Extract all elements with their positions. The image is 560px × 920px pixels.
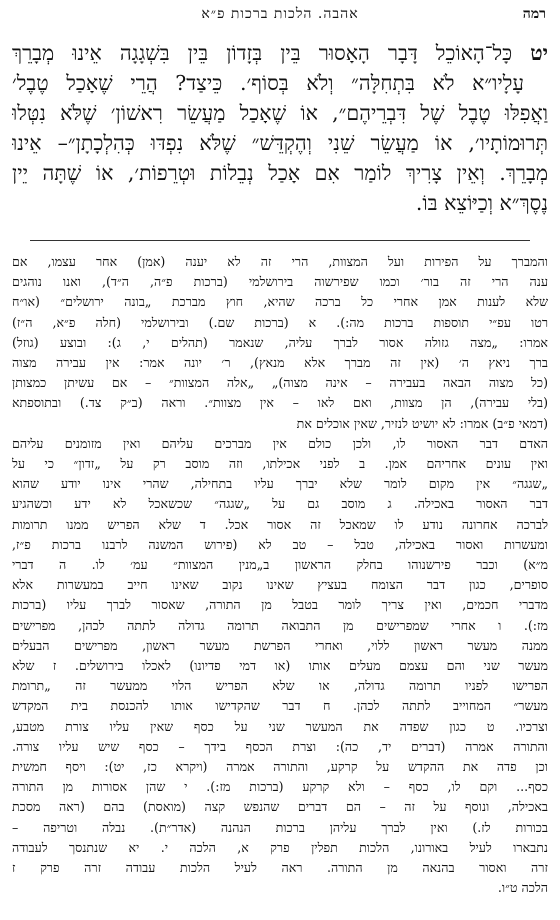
commentary-line: ממנה מעשר ראשון ללוי, ואחרי הפרשת מעשר ראשון, מפרישים הבעלים <box>12 637 548 653</box>
commentary-line: סופרים, כגון דבר הצומח בעציץ שאינו נקוב שאינו חייב במעשרות אלא <box>12 577 548 593</box>
commentary-line: (כל מצוה הבאה בעבירה – אינה מצוה)„ „אלה המצוות״ – אם עשיתן כמצותן <box>12 375 548 391</box>
halakha-line-3: וַאֲפִלּוּ טֶבֶל שֶׁל דִּבְרֵיהֶם״, אוֹ שֶׁאָכַל מַעֲשֵׂר רִאשׁוֹן׳ שֶׁלֹּא נִטְּלוּ <box>12 101 548 125</box>
commentary-line: והתורה אמרה (דברים יד, כה): וצרת הכסף בידך – כסף שיש עליו צורה. <box>12 738 548 754</box>
commentary-line: זרה ואסור בהנאה מן התורה. ראה לעיל הלכות עבודה זרה פרק ז <box>12 860 548 876</box>
commentary-line: ברך ניאץ ה׳ (אין זה מברך אלא מנאץ), ר׳ יונה אמר: אין עבירה מצוה <box>12 355 548 371</box>
running-title: אהבה. הלכות ברכות פ״א <box>201 6 359 22</box>
commentary-line: בכורות לז.) ואין לברך עליהן ברכות הנהנה (אדר״ת). נבלה וטריפה – <box>12 819 548 835</box>
commentary-line: ענה הרי זה בור׳ וכמו שפירשוה בירושלמי (ברכות פ״ה, ה״ד), ואנו נוהגים <box>12 274 548 290</box>
commentary-line: (דמאי פ״ב) אמרו: לא יושיט לנזיר, שאין אוכלים את <box>296 415 548 431</box>
halakha-line-1: יט כָּל־הָאוֹכֵל דָּבָר הָאָסוּר בֵּין בְּזָדוֹן בֵּין בִּשְׁגָגָה אֵינוּ מְבָרֵךְ <box>12 41 548 65</box>
separator-line <box>30 240 530 241</box>
commentary-line: מעשר שני והם עצמם מעלים אותו (או דמי פדיונו) לאכלו בירושלים. ז שלא <box>12 658 548 674</box>
page-header <box>14 6 546 28</box>
commentary-line: שלא לענות אמן אחרי כל ברכה שהיא, חוץ מברכת „בונה ירושלים״ (או״ח <box>12 294 548 310</box>
commentary-line: לברכה אחרונה נודע לו שמאכל זה אסור אכל. ד שלא הפריש ממנו תרומות <box>12 516 548 532</box>
commentary-line: הלכה ט״ו. <box>497 880 548 896</box>
commentary-line: האדם דבר האסור לו, ולכן כולם אין מברכים עליהם ואין מזומנים עליהם <box>12 435 548 451</box>
commentary-line: כסף... וקם לו, כסף – ולא קרקע (ברכות מז:). י שהן אסורות מן התורה <box>12 779 548 795</box>
commentary-line: דבר האסור באכילה. ג מוסב גם על „שגגה״ שכשאכל לא ידע וכשהגיע <box>12 496 548 512</box>
commentary-line: מעשר״ המחוייב לתתה לכהן. ח דבר שהקדישו אותו להכנסת בית המקדש <box>12 698 548 714</box>
halakha-line-4: תְּרוּמוֹתָיו׳, אוֹ מַעֲשֵׂר שֵׁנִי וְהֶקְדֵּשׁ״ שֶׁלֹּא נִפְדּוּ כְּהִלְכָתָן״– אֵינוּ <box>12 131 548 155</box>
commentary-text <box>12 252 548 914</box>
page-number: רמה <box>522 6 546 22</box>
commentary-line: הפרישו לפניו תרומה גדולה, או שלא הפריש הלוי ממעשר זה „תרומת <box>12 678 548 694</box>
commentary-line: והמברך על הפירות ועל המצוות, הרי זה לא יענה (אמן) אחר עצמו, אם <box>12 254 548 269</box>
commentary-line: באכילה, ונוסף על זה – הם דברים שהנפש קצה (מואסת) בהם (ראה מסכת <box>12 799 548 815</box>
commentary-line: ומעשרות ואסור באכילה, טבל – טב לא (פירוש המשנה לרבנו ברכות פ״ז, <box>12 536 548 552</box>
commentary-line: מז:). ו אחרי שמפרישים מן התבואה תרומה גדולה לתתה לכהן, מפרישים <box>12 617 548 633</box>
halakha-line-5: מְבָרֵךְ. וְאֵין צָרִיךְ לוֹמַר אִם אָכַל נְבֵלוֹת וּטְרֵפוֹת׳, אוֹ שֶׁתָּה יֵין <box>12 161 548 185</box>
halakha-line-6: נֶסֶךְ״א וְכַיּוֹצֵא בּוֹ. <box>415 191 548 215</box>
commentary-line: ואין עונים אחריהם אמן. ב לפני אכילתו, וזה מוסב רק על „זדון״ כי על <box>12 456 548 472</box>
halakha-text <box>12 38 548 215</box>
commentary-line: רטו עפ״י תוספות ברכות מה:). א (ברכות שם.) ובירושלמי (חלה פ״א, ה״ז) <box>12 314 548 330</box>
commentary-line: „שגגה״ אין מקום לומר שלא יברך עליו בתחילה, שהרי אינו יודע שהוא <box>12 476 548 492</box>
commentary-line: מדברי חכמים, ואין צריך לומר בטבל מן התורה, שאסור לברך עליו (ברכות <box>12 597 548 613</box>
commentary-line: וצרכיו. ט כגון שפדה את המעשר שני על כסף שאין עליו צורת מטבע, <box>12 718 548 734</box>
commentary-line: וכן פדה את ההקדש על קרקע, והתורה אמרה (ויקרא כז, יט): ויסף חמשית <box>12 759 548 775</box>
commentary-line: אמרו: „מצה גזולה אסור לברך עליה, שנאמר (תהלים י, ג): ובוצע (גוזל) <box>12 334 548 350</box>
commentary-line: מ״א) וכבר פירשנוהו בחלק הראשון ב„מנין המצוות״ עמ׳ לו. ה דברי <box>12 557 548 573</box>
commentary-line: (בלי עבירה), הן מצוות, ואם לאו – אין מצוות״. וראה (ב״ק צד.) ובתוספתא <box>12 395 548 411</box>
halakha-line-2: עָלָיו״א לֹא בִּתְחִלָּה״ וְלֹא בְּסוֹף׳. כֵּיצַד? הֲרֵי שֶׁאָכַל טֶבֶל׳ <box>12 71 524 95</box>
commentary-line: נתבארו לעיל באורונו, הלכות תפלין פרק א, הלכה י. יא שנתנסך לעבודה <box>12 839 548 855</box>
halakha-number: יט <box>530 41 548 65</box>
